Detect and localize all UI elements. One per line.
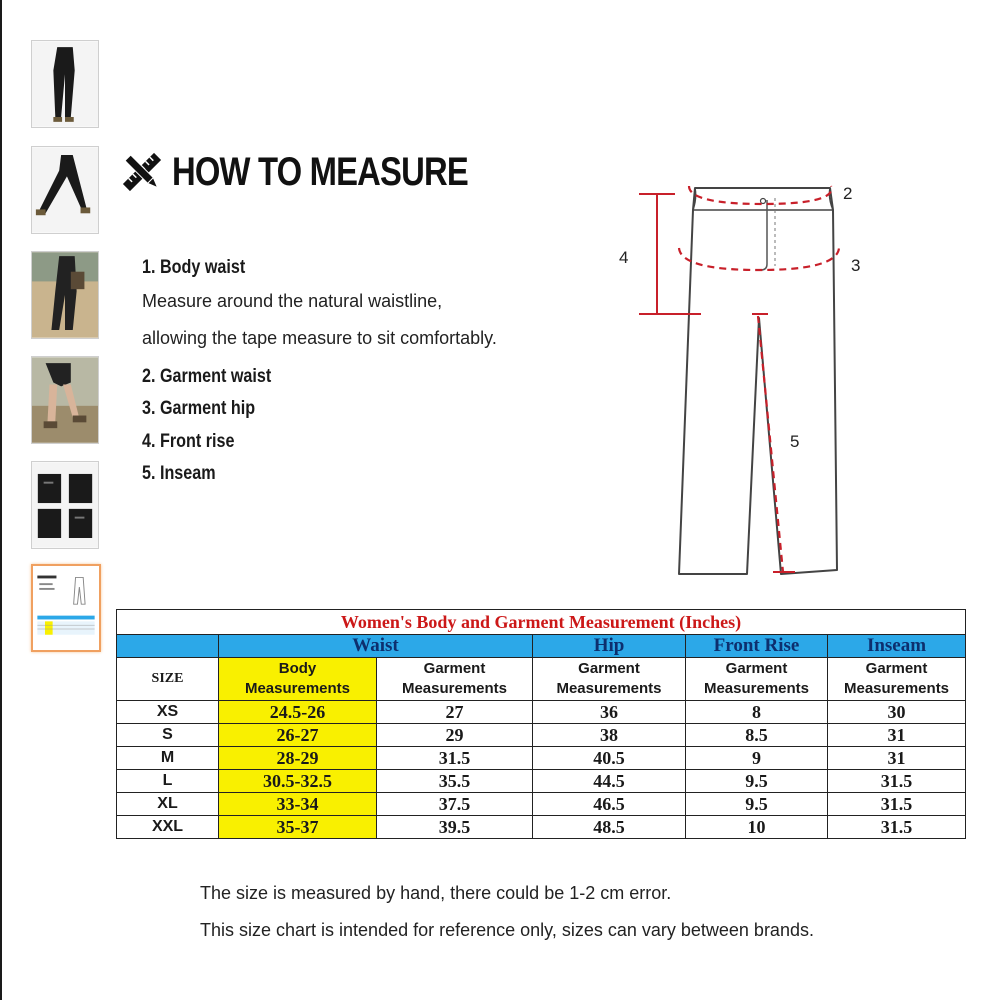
column-header-garment-inseam [828,658,966,701]
table-title: Women's Body and Garment Measurement (Inches) [117,610,966,635]
instruction-body-waist-line1: Measure around the natural waistline, [142,291,443,311]
header-text-line: Measurements [401,680,508,697]
column-header-garment-hip [533,658,686,701]
thumb-pants-side[interactable] [31,146,99,234]
note-measurement-error: The size is measured by hand, there could be 1-2 cm error. [200,883,672,903]
table-row [117,816,966,839]
thumb-pants-outdoor[interactable] [31,251,99,339]
table-row [117,770,966,793]
how-to-measure-heading [118,146,533,198]
group-header-inseam: Inseam [828,635,966,658]
column-header-body-measurements [219,658,377,701]
cell-garment-hip: 48.5 [533,816,686,839]
cell-size: M [117,747,219,770]
thumb-pants-hiking[interactable] [31,356,99,444]
label-garment-hip-number: 3 [851,256,861,275]
header-text-line: Garment [865,660,928,677]
cell-garment-waist: 29 [377,724,533,747]
header-text-line: Measurements [244,680,351,697]
table-row [117,724,966,747]
table-corner-cell [117,635,219,658]
column-header-size: SIZE [117,658,219,701]
cell-body-waist: 28-29 [219,747,377,770]
header-text-line: Body [278,660,317,677]
label-front-rise-number: 4 [619,248,629,267]
cell-inseam: 31.5 [828,770,966,793]
cell-front-rise: 8 [686,701,828,724]
page-title: HOW TO MEASURE [172,149,468,194]
table-row [117,701,966,724]
header-text-line: Measurements [556,680,662,697]
outdoor-photo-icon [32,252,98,338]
header-text-line: Measurements [703,680,810,697]
cell-garment-waist: 35.5 [377,770,533,793]
cell-garment-hip: 40.5 [533,747,686,770]
cell-body-waist: 24.5-26 [219,701,377,724]
cell-front-rise: 9.5 [686,770,828,793]
cell-garment-hip: 38 [533,724,686,747]
cell-body-waist: 33-34 [219,793,377,816]
cell-garment-hip: 46.5 [533,793,686,816]
cell-size: XS [117,701,219,724]
table-row [117,793,966,816]
cell-front-rise: 8.5 [686,724,828,747]
cell-garment-waist: 37.5 [377,793,533,816]
cell-garment-hip: 36 [533,701,686,724]
pencil-ruler-icon [118,148,166,196]
cell-size: XL [117,793,219,816]
instruction-body-waist-title: 1. Body waist [142,257,246,278]
instruction-garment-hip: 3. Garment hip [142,398,256,419]
cell-body-waist: 26-27 [219,724,377,747]
header-text-line: Garment [725,660,788,677]
column-header-garment-waist [377,658,533,701]
cell-inseam: 31.5 [828,793,966,816]
pants-outline-icon [605,170,885,590]
group-header-front-rise: Front Rise [686,635,828,658]
instruction-garment-waist: 2. Garment waist [142,366,272,387]
cell-garment-waist: 39.5 [377,816,533,839]
cell-inseam: 31 [828,724,966,747]
pocket-detail-icon [32,462,98,548]
cell-garment-waist: 31.5 [377,747,533,770]
pants-photo-icon [32,147,98,233]
group-header-hip: Hip [533,635,686,658]
cell-inseam: 31 [828,747,966,770]
instruction-body-waist-line2: allowing the tape measure to sit comfortably. [142,328,497,348]
instruction-front-rise: 4. Front rise [142,431,235,452]
column-header-garment-front-rise [686,658,828,701]
note-reference-only: This size chart is intended for reference only, sizes can vary between brands. [200,920,814,940]
thumb-pants-pockets[interactable] [31,461,99,549]
cell-size: L [117,770,219,793]
label-inseam-number: 5 [790,432,800,451]
size-chart-table [116,609,965,839]
instruction-inseam: 5. Inseam [142,463,216,484]
pants-measurement-diagram [605,170,885,590]
cell-body-waist: 30.5-32.5 [219,770,377,793]
thumb-pants-front[interactable] [31,40,99,128]
cell-inseam: 31.5 [828,816,966,839]
size-chart-icon [33,566,99,650]
table-row [117,747,966,770]
header-text-line: Garment [423,660,486,677]
thumb-size-chart[interactable] [31,564,101,652]
cell-inseam: 30 [828,701,966,724]
cell-body-waist: 35-37 [219,816,377,839]
table-body [117,701,966,839]
hiking-photo-icon [32,357,98,443]
label-garment-waist-number: 2 [843,184,853,203]
left-edge-line [0,0,2,1000]
header-text-line: Garment [578,660,640,677]
cell-garment-hip: 44.5 [533,770,686,793]
cell-garment-waist: 27 [377,701,533,724]
cell-front-rise: 9 [686,747,828,770]
pants-photo-icon [32,41,98,127]
cell-front-rise: 10 [686,816,828,839]
cell-front-rise: 9.5 [686,793,828,816]
cell-size: S [117,724,219,747]
cell-size: XXL [117,816,219,839]
header-text-line: Measurements [843,680,950,697]
group-header-waist: Waist [219,635,533,658]
